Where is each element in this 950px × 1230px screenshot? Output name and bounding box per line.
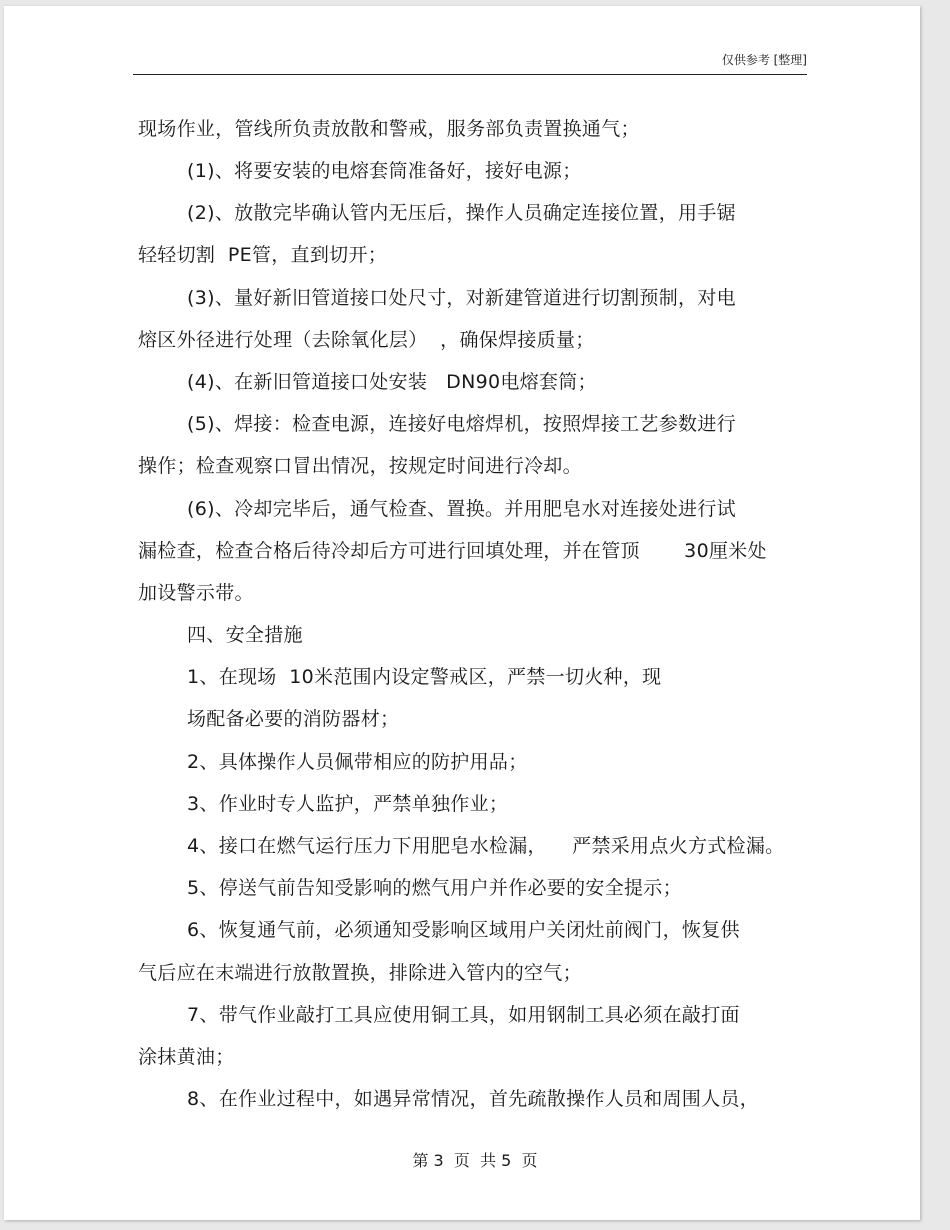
body-line: 操作；检查观察口冒出情况，按规定时间进行冷却。 [138,455,582,477]
body-line: 4、接口在燃气运行压力下用肥皂水检漏， 严禁采用点火方式检漏。 [187,835,785,857]
body-line: 涂抹黄油； [138,1046,235,1068]
body-line: 6、恢复通气前，必须通知受影响区域用户关闭灶前阀门，恢复供 [187,919,740,941]
body-line: (3)、量好新旧管道接口处尺寸，对新建管道进行切割预制，对电 [187,287,736,309]
body-line: 3、作业时专人监护，严禁单独作业； [187,793,509,815]
body-line: 2、具体操作人员佩带相应的防护用品； [187,751,528,773]
header-note: 仅供参考 [整理] [721,53,807,67]
body-line: 8、在作业过程中，如遇异常情况，首先疏散操作人员和周围人员， [187,1088,760,1110]
body-line: (6)、冷却完毕后，通气检查、置换。并用肥皂水对连接处进行试 [187,498,736,520]
page-header [133,52,807,75]
body-line: (4)、在新旧管道接口处安装 DN90电熔套筒； [187,371,597,393]
body-line: 熔区外径进行处理（去除氧化层） ，确保焊接质量； [138,329,595,351]
body-line: 轻轻切割 PE管，直到切开； [138,244,388,266]
body-line: 气后应在末端进行放散置换，排除进入管内的空气； [138,962,582,984]
body-line: 1、在现场 10米范围内设定警戒区，严禁一切火种，现 [187,666,662,688]
body-line: (1)、将要安装的电熔套筒准备好，接好电源； [187,160,582,182]
page-number: 第 3 页 共 5 页 [412,1151,538,1170]
section-heading: 四、安全措施 [187,624,303,646]
body-line: 场配备必要的消防器材； [187,708,400,730]
body-line: 现场作业，管线所负责放散和警戒，服务部负责置换通气； [138,118,640,140]
body-line: 5、停送气前告知受影响的燃气用户并作必要的安全提示； [187,877,682,899]
body-line: (2)、放散完毕确认管内无压后，操作人员确定连接位置，用手锯 [187,202,736,224]
body-line: 加设警示带。 [138,582,254,604]
body-line: 漏检查，检查合格后待冷却后方可进行回填处理，并在管顶 30厘米处 [138,540,767,562]
body-line: (5)、焊接：检查电源，连接好电熔焊机，按照焊接工艺参数进行 [187,413,736,435]
document-page [4,6,920,1220]
body-line: 7、带气作业敲打工具应使用铜工具，如用钢制工具必须在敲打面 [187,1004,740,1026]
